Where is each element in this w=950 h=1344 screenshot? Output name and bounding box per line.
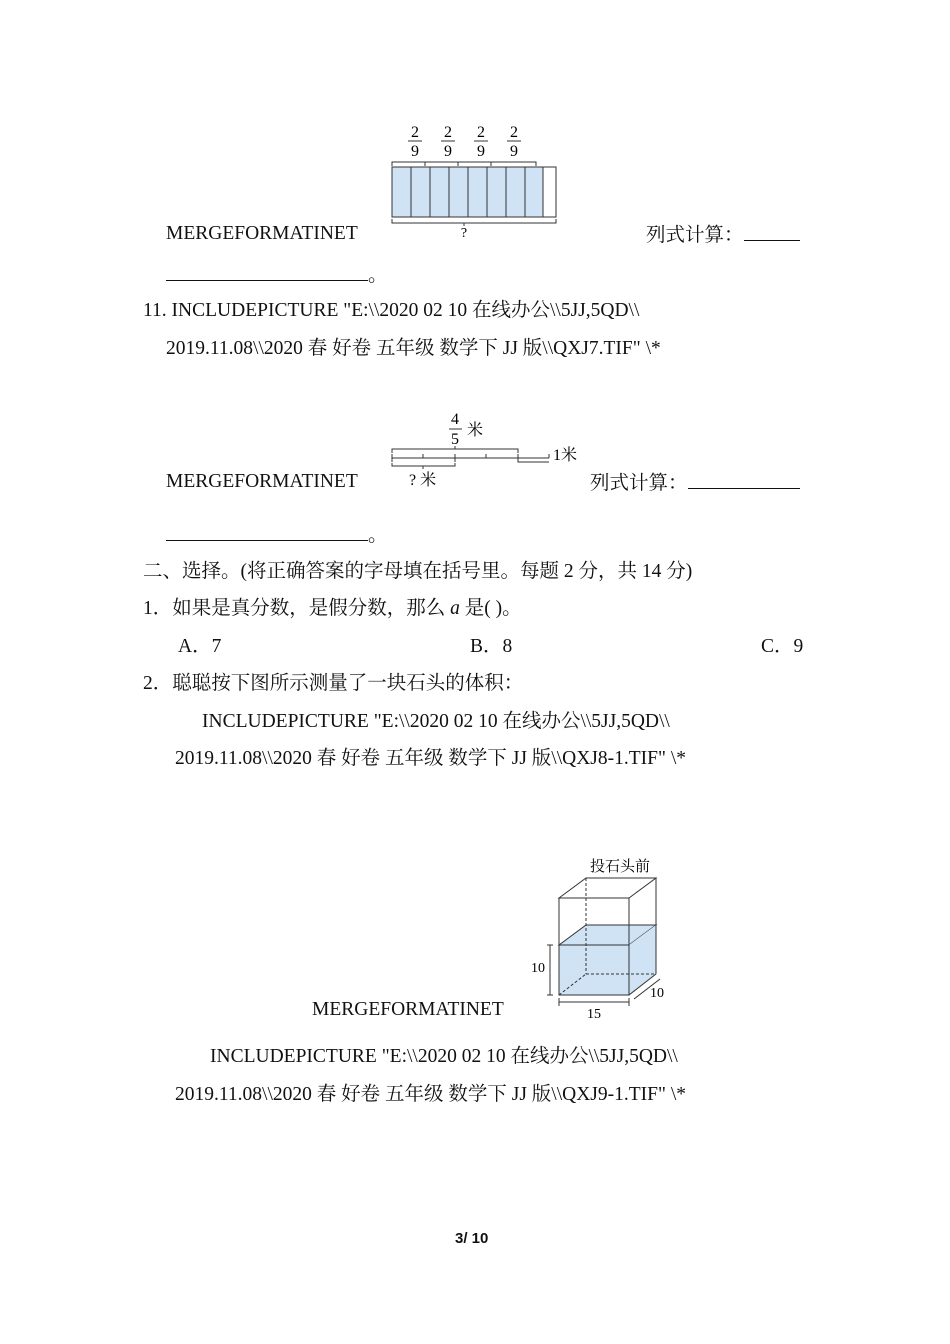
right-brace xyxy=(518,458,549,462)
choice2-include1-line1: INCLUDEPICTURE "E:\\2020 02 10 在线办公\\5JJ,5QD\\ xyxy=(202,711,670,732)
choice1-option-a[interactable]: A．7 xyxy=(178,636,222,657)
q11-calc-label-text: 列式计算： xyxy=(590,473,688,494)
container-figure xyxy=(530,852,680,1022)
choice2-include2-line1: INCLUDEPICTURE "E:\\2020 02 10 在线办公\\5JJ,5QD\\ xyxy=(210,1046,678,1067)
fraction-label-4-num: 2 xyxy=(510,124,518,141)
choice1-var: a xyxy=(450,598,460,619)
section2-heading: 二、选择。(将正确答案的字母填在括号里。每题 2 分，共 14 分) xyxy=(143,561,693,582)
box-top xyxy=(559,878,656,898)
q10-calc-label xyxy=(646,222,800,248)
fraction-label-2-num: 2 xyxy=(444,124,452,141)
choice2-merge-text: MERGEFORMATINET xyxy=(312,999,504,1020)
q11-answer-blank-2[interactable] xyxy=(166,522,368,541)
q11-calc-label xyxy=(590,470,800,496)
length-label: 15 xyxy=(587,1007,601,1022)
q11-end-mark: 。 xyxy=(368,525,388,546)
page-number: 3/ 10 xyxy=(455,1230,489,1247)
question-mark: ? xyxy=(460,226,468,241)
top-brace-4-5 xyxy=(392,446,518,453)
choice2-stem xyxy=(143,672,523,696)
water-front xyxy=(559,945,629,995)
q11-answer-line xyxy=(166,522,388,548)
width-label: 10 xyxy=(650,986,664,1001)
q10-answer-blank-1[interactable] xyxy=(744,222,800,241)
unit-mi: 米 xyxy=(466,422,484,439)
height-label: 10 xyxy=(531,961,545,976)
q11-include-line2: 2019.11.08\\2020 春 好卷 五年级 数学下 JJ 版\\QXJ7.TIF" \* xyxy=(166,338,661,359)
choice1-number: 1． xyxy=(143,598,173,619)
choice1-option-c[interactable]: C．9 xyxy=(761,636,804,657)
fraction-label-3-den: 9 xyxy=(477,143,485,160)
line-segment-figure xyxy=(385,410,585,495)
q11-number: 11. xyxy=(143,300,167,321)
fraction-4-num: 4 xyxy=(451,411,459,428)
q10-answer-line xyxy=(166,262,388,288)
fraction-strip-figure xyxy=(385,122,560,242)
choice1-option-b[interactable]: B．8 xyxy=(470,636,513,657)
q11-answer-blank-1[interactable] xyxy=(688,470,800,489)
fraction-labels xyxy=(411,124,518,160)
fraction-label-3-num: 2 xyxy=(477,124,485,141)
choice2-include2-line2: 2019.11.08\\2020 春 好卷 五年级 数学下 JJ 版\\QXJ9-1.TIF" \* xyxy=(175,1084,686,1105)
fraction-label-2-den: 9 xyxy=(444,143,452,160)
q11-merge-text: MERGEFORMATINET xyxy=(166,471,358,492)
q11-include-line1 xyxy=(143,299,639,323)
fraction-label-1-num: 2 xyxy=(411,124,419,141)
top-brace xyxy=(392,162,536,166)
choice1-stem xyxy=(143,597,522,621)
figure-title: 投石头前 xyxy=(589,859,651,875)
choice2-include1-line2: 2019.11.08\\2020 春 好卷 五年级 数学下 JJ 版\\QXJ8-1.TIF" \* xyxy=(175,748,686,769)
bottom-brace xyxy=(392,219,556,226)
strip-unshaded xyxy=(543,167,556,217)
choice2-number: 2． xyxy=(143,673,173,694)
choice2-stem-text: 聪聪按下图所示测量了一块石头的体积： xyxy=(172,673,524,694)
q11-include-text1: INCLUDEPICTURE "E:\\2020 02 10 在线办公\\5JJ,5QD\\ xyxy=(171,300,640,321)
bottom-brace-q xyxy=(392,463,455,469)
q10-answer-blank-2[interactable] xyxy=(166,262,368,281)
question-label: ? 米 xyxy=(409,472,437,489)
fraction-label-4-den: 9 xyxy=(510,143,518,160)
total-label: 1米 xyxy=(553,447,578,464)
fraction-label-1-den: 9 xyxy=(411,143,419,160)
q10-merge-text: MERGEFORMATINET xyxy=(166,223,358,244)
fraction-5-den: 5 xyxy=(451,431,459,448)
choice1-stem-b: 是( )。 xyxy=(464,598,522,619)
q10-calc-label-text: 列式计算： xyxy=(646,225,744,246)
q10-end-mark: 。 xyxy=(368,265,388,286)
choice1-stem-a: 如果是真分数，是假分数，那么 xyxy=(172,598,446,619)
